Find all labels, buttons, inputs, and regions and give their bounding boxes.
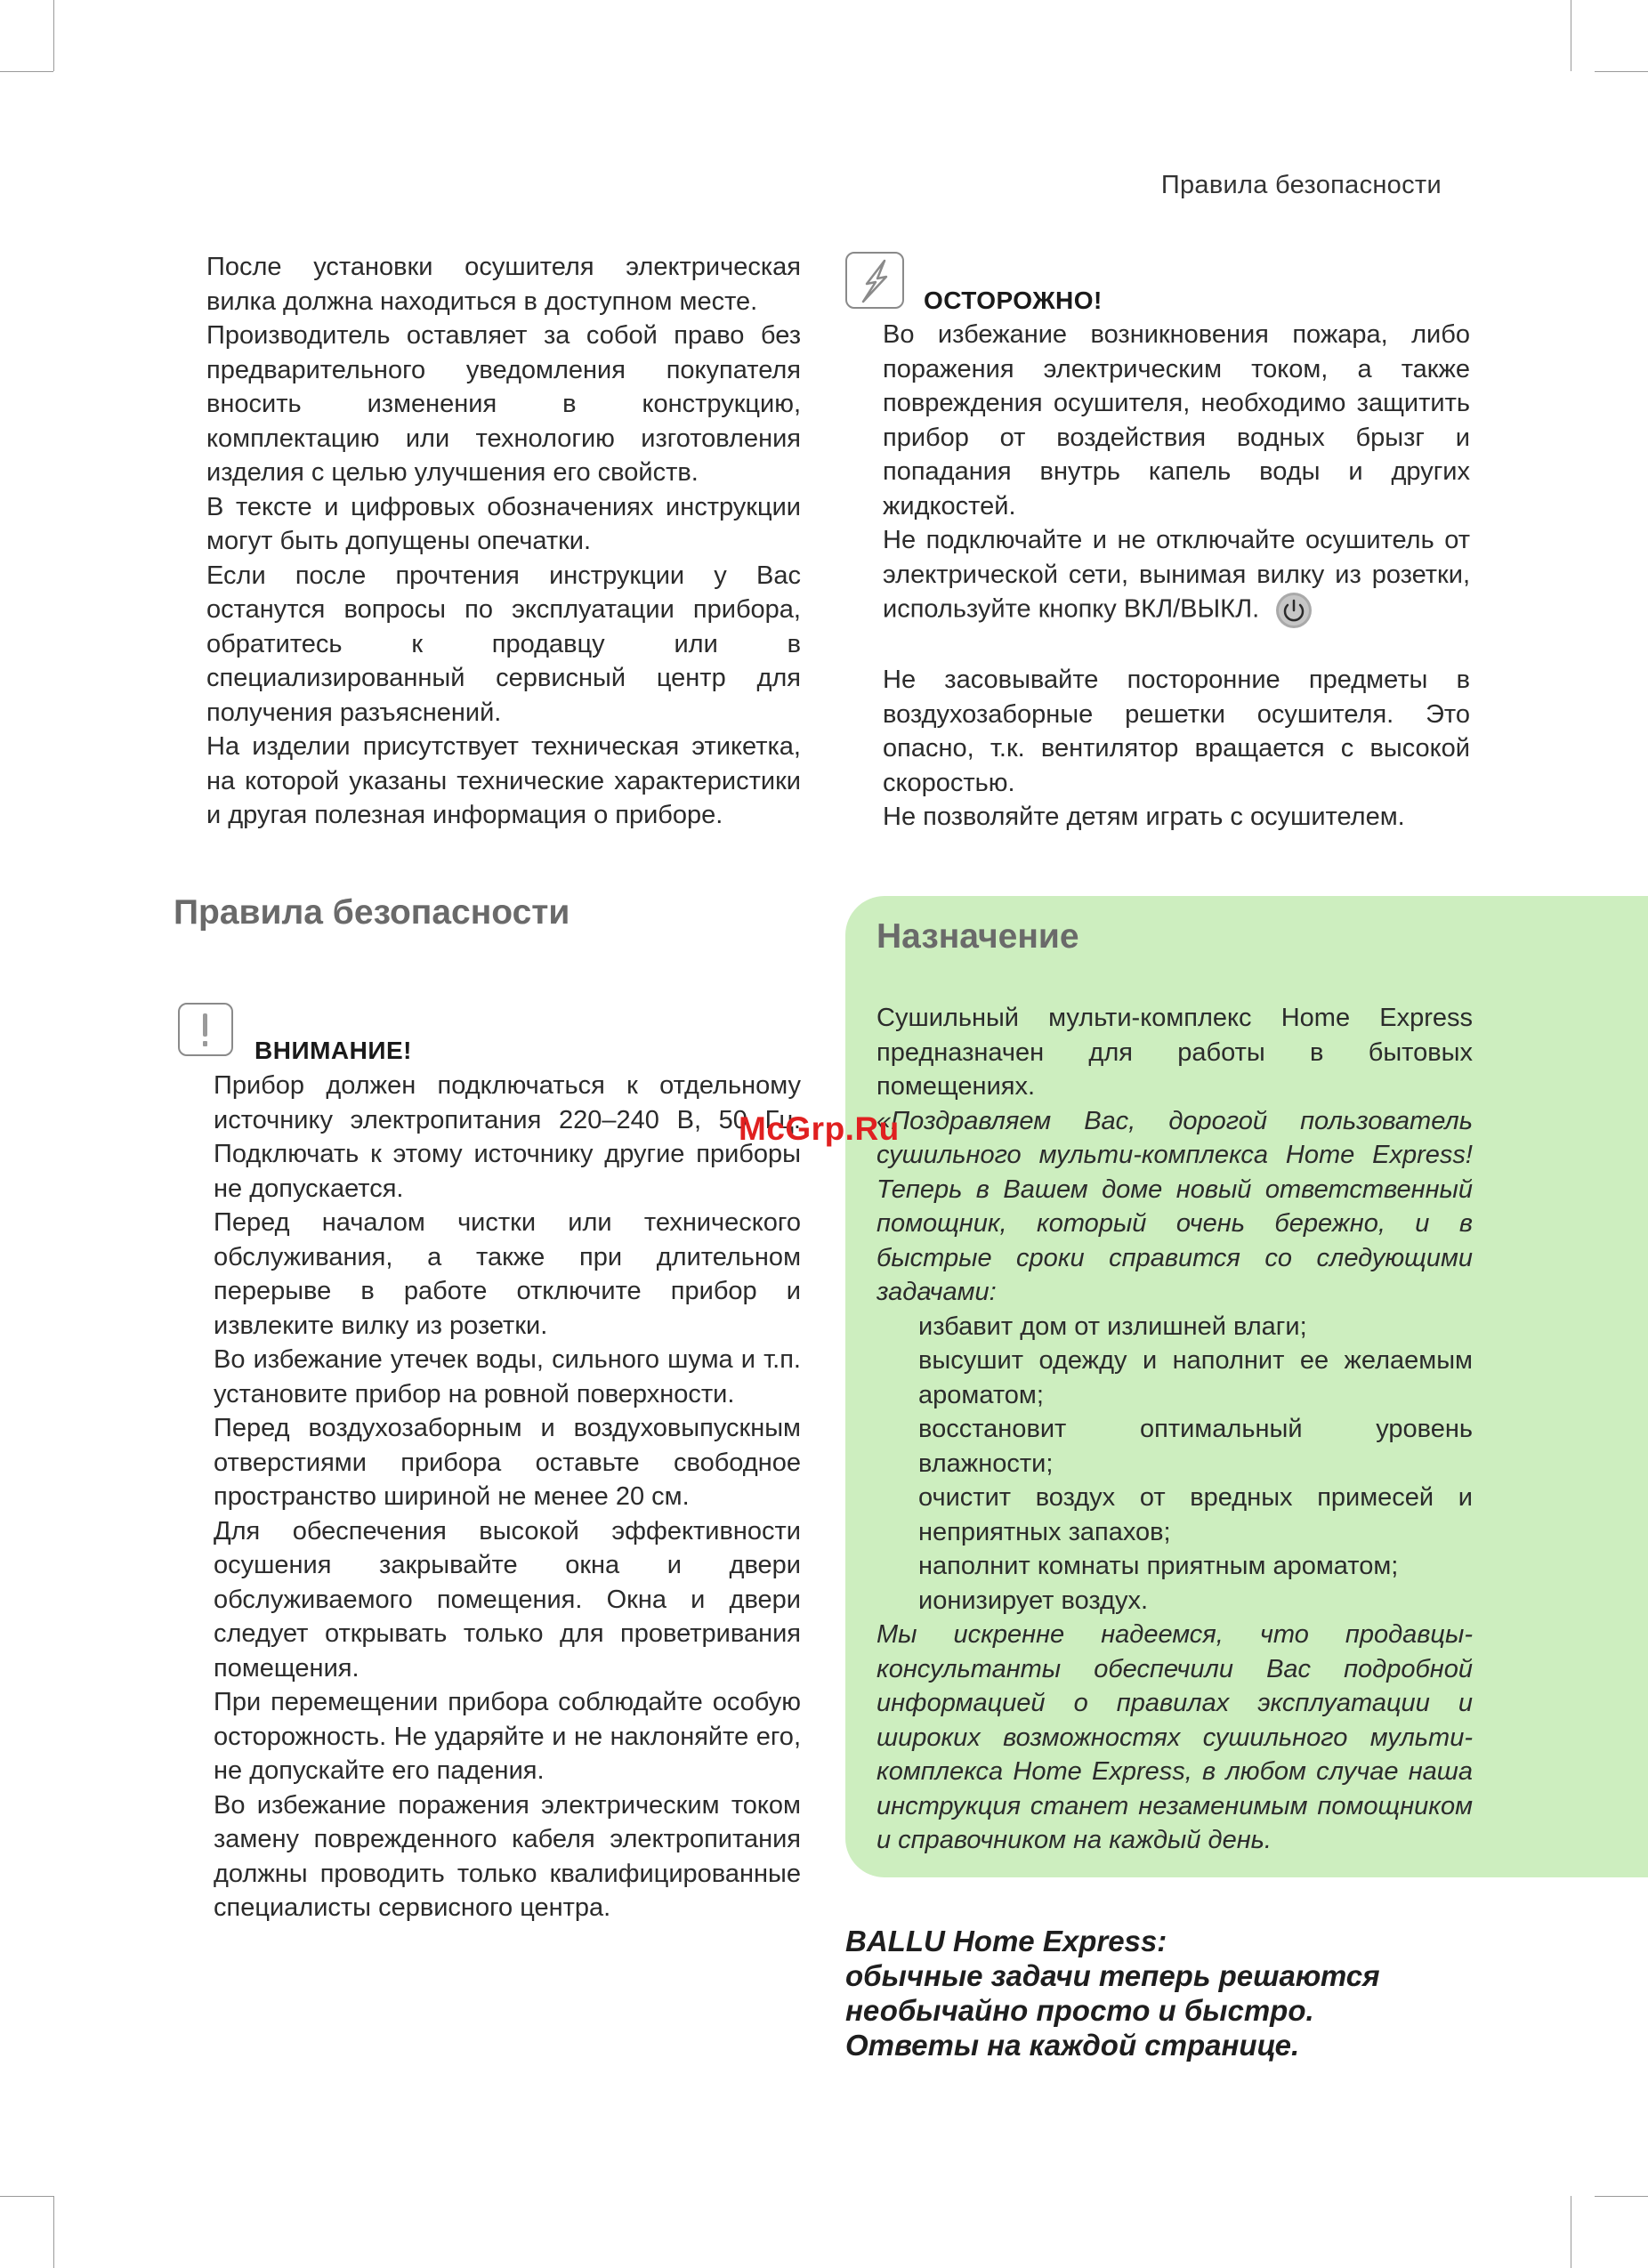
attention-heading: ВНИМАНИЕ! <box>254 1037 412 1064</box>
intro-paragraph: Производитель оставляет за собой право без предварительного уведомления покупателя вносить изменения в конструкцию, комплектацию или технологию изготовления изделия с целью улучшения его свойств. <box>206 321 801 487</box>
task-item: ионизирует воздух. <box>918 1586 1149 1615</box>
safety-title: Правила безопасности <box>174 893 570 932</box>
caution-paragraph <box>883 523 1470 629</box>
purpose-column <box>877 1001 1473 1858</box>
power-icon <box>1275 592 1313 629</box>
watermark: McGrp.Ru <box>739 1110 900 1147</box>
tagline-line: BALLU Home Express: <box>845 1925 1167 1957</box>
caution-heading: ОСТОРОЖНО! <box>924 287 1103 314</box>
crop-mark <box>1595 2196 1648 2197</box>
crop-mark <box>53 2196 54 2268</box>
task-item: очистит воздух от вредных примесей и неприятных запахов; <box>918 1483 1473 1546</box>
tagline <box>845 1924 1468 2062</box>
purpose-closing: Мы искренне надеемся, что продавцы-консультанты обеспечили Вас подробной информацией о правилах эксплуатации и широких возможностях сушильного мульти-комплекса Home Express, в любом случае наша инструкция станет незаменимым помощником и справочником на каждый день. <box>877 1620 1473 1854</box>
task-list <box>877 1310 1473 1618</box>
attention-paragraph: При перемещении прибора соблюдайте особую осторожность. Не ударяйте и не наклоняйте его, не допускайте его падения. <box>214 1688 801 1785</box>
purpose-greeting: «Поздравляем Вас, дорогой пользователь сушильного мульти-комплекса Home Express! Теперь в Вашем доме новый ответственный помощник, который очень бережно, и в быстрые сроки справится со следующими задачами: <box>877 1106 1473 1306</box>
purpose-intro: Сушильный мульти-комплекс Home Express предназначен для работы в бытовых помещениях. <box>877 1004 1473 1101</box>
task-item: высушит одежду и наполнит ее желаемым ароматом; <box>918 1346 1473 1409</box>
crop-mark <box>53 0 54 71</box>
attention-paragraph: Перед началом чистки или технического обслуживания, а также при длительном перерыве в работе отключите прибор и извлеките вилку из розетки. <box>214 1208 801 1340</box>
intro-column <box>206 250 801 833</box>
task-item: восстановит оптимальный уровень влажности; <box>918 1415 1473 1478</box>
exclamation-icon <box>178 1003 233 1056</box>
caution-column <box>883 318 1470 835</box>
tagline-line: необычайно просто и быстро. <box>845 1994 1314 2027</box>
intro-paragraph: В тексте и цифровых обозначениях инструкции могут быть допущены опечатки. <box>206 492 801 555</box>
attention-paragraph: Перед воздухозаборным и воздуховыпускным отверстиями прибора оставьте свободное пространство шириной не менее 20 см. <box>214 1414 801 1511</box>
running-header: Правила безопасности <box>1160 171 1442 199</box>
tagline-line: обычные задачи теперь решаются <box>845 1959 1380 1992</box>
purpose-title: Назначение <box>877 917 1079 956</box>
attention-paragraph: Во избежание поражения электрическим током замену поврежденного кабеля электропитания должны проводить только квалифицированные специалисты сервисного центра. <box>214 1790 801 1922</box>
attention-paragraph: Прибор должен подключаться к отдельному источнику электропитания 220–240 В, 50 Гц. Подключать к этому источнику другие приборы не допускается. <box>214 1071 801 1203</box>
lightning-icon <box>845 252 904 309</box>
attention-column <box>214 1069 801 1925</box>
crop-mark <box>1595 71 1648 72</box>
caution-paragraph-text: Не подключайте и не отключайте осушитель от электрической сети, вынимая вилку из розетки, используйте кнопку ВКЛ/ВЫКЛ. <box>883 526 1470 624</box>
attention-paragraph: Во избежание утечек воды, сильного шума и т.п. установите прибор на ровной поверхности. <box>214 1345 801 1408</box>
caution-paragraph: Не засовывайте посторонние предметы в воздухозаборные решетки осушителя. Это опасно, т.к. вентилятор вращается с высокой скоростью. <box>883 666 1470 797</box>
task-item: избавит дом от излишней влаги; <box>918 1312 1307 1341</box>
crop-mark <box>0 2196 53 2197</box>
intro-paragraph: На изделии присутствует техническая этикетка, на которой указаны технические характеристики и другая полезная информация о приборе. <box>206 732 801 829</box>
intro-paragraph: После установки осушителя электрическая вилка должна находиться в доступном месте. <box>206 253 801 316</box>
crop-mark <box>0 71 53 72</box>
intro-paragraph: Если после прочтения инструкции у Вас останутся вопросы по эксплуатации прибора, обратитесь к продавцу или в специализированный сервисный центр для получения разъяснений. <box>206 561 801 727</box>
caution-paragraph: Во избежание возникновения пожара, либо поражения электрическим током, а также повреждения осушителя, необходимо защитить прибор от воздействия водных брызг и попадания внутрь капель воды и других жидкостей. <box>883 320 1470 521</box>
tagline-line: Ответы на каждой странице. <box>845 2029 1300 2062</box>
task-item: наполнит комнаты приятным ароматом; <box>918 1552 1399 1580</box>
attention-paragraph: Для обеспечения высокой эффективности осушения закрывайте окна и двери обслуживаемого помещения. Окна и двери следует открывать только для проветривания помещения. <box>214 1516 801 1683</box>
caution-paragraph: Не позволяйте детям играть с осушителем. <box>883 803 1405 831</box>
